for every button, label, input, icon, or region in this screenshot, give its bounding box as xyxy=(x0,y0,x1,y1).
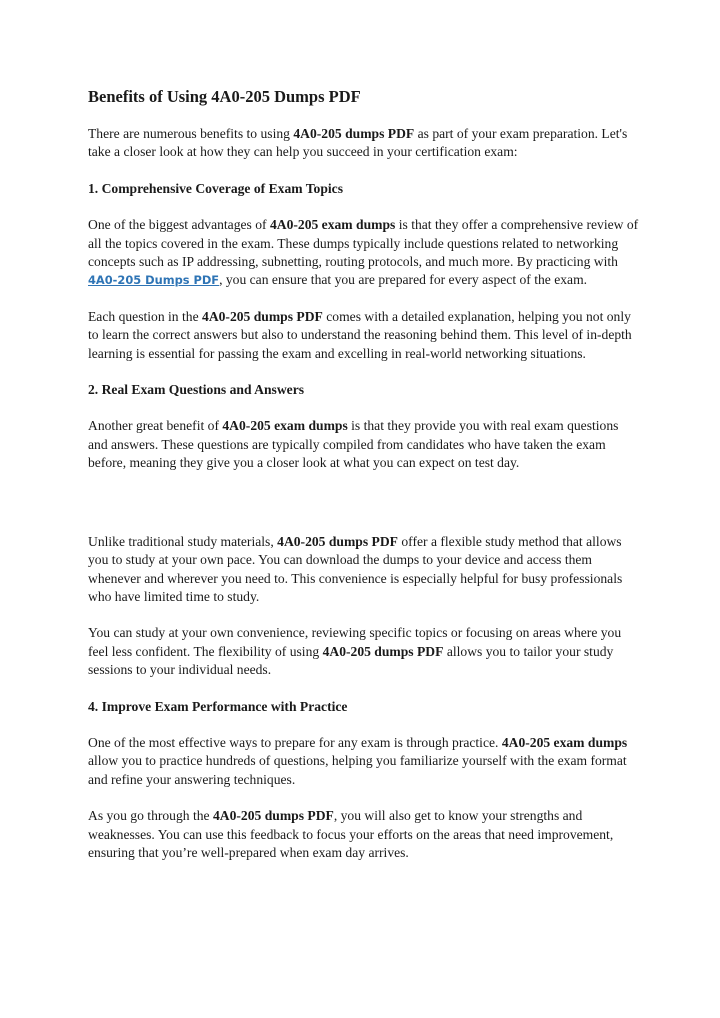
text-run: As you go through the xyxy=(88,808,213,824)
text-run: is that they provide you with real exam questions and answers. These questions are typically compiled from candidates who have taken the exam before, meaning they give you a closer look at what you can expect on test day. xyxy=(88,418,619,471)
bold-keyword: 4A0-205 dumps PDF xyxy=(202,308,323,324)
section3-paragraph-2 xyxy=(88,624,640,679)
bold-keyword: 4A0-205 exam dumps xyxy=(501,734,628,750)
dumps-pdf-link[interactable]: 4A0-205 Dumps PDF xyxy=(88,273,220,288)
bold-keyword: 4A0-205 dumps PDF xyxy=(212,808,334,824)
section-heading-2: 2. Real Exam Questions and Answers xyxy=(88,382,305,398)
text-run: There are numerous benefits to using xyxy=(88,126,294,141)
bold-keyword: 4A0-205 dumps PDF xyxy=(322,643,444,659)
blank-space xyxy=(88,491,640,533)
bold-keyword: 4A0-205 dumps PDF xyxy=(277,533,398,549)
text-run: offer a flexible study method that allows you to study at your own pace. You can download the dumps to your device and access them whenever and wherever you need to. This convenience is especially helpful for busy professionals who have limited time to study. xyxy=(88,533,623,604)
text-run: , you can ensure that you are prepared for every aspect of the exam. xyxy=(219,272,588,288)
document-body xyxy=(88,86,640,880)
bold-keyword: 4A0-205 exam dumps xyxy=(222,418,348,434)
section1-paragraph-1 xyxy=(88,216,640,290)
text-run: allow you to practice hundreds of questions, helping you familiarize yourself with the exam format and refine your answering techniques. xyxy=(88,753,627,787)
section-heading-1: 1. Comprehensive Coverage of Exam Topics xyxy=(88,180,344,196)
section4-paragraph-1 xyxy=(88,734,640,789)
section2-paragraph-1 xyxy=(88,417,640,472)
bold-keyword: 4A0-205 dumps PDF xyxy=(293,126,415,141)
page-title: Benefits of Using 4A0-205 Dumps PDF xyxy=(88,87,361,106)
text-run: One of the biggest advantages of xyxy=(88,217,270,233)
intro-paragraph xyxy=(88,125,640,162)
text-run: One of the most effective ways to prepare for any exam is through practice. xyxy=(88,734,502,750)
bold-keyword: 4A0-205 exam dumps xyxy=(269,217,396,233)
section-heading-4: 4. Improve Exam Performance with Practice xyxy=(88,698,348,714)
section4-paragraph-2 xyxy=(88,807,640,862)
text-run: Another great benefit of xyxy=(88,418,223,434)
text-run: as part of your exam preparation. Let's take a closer look at how they can help you succeed in your certification exam: xyxy=(88,126,628,160)
text-run: comes with a detailed explanation, helping you not only to learn the correct answers but also to understand the reasoning behind them. This level of in-depth learning is essential for passing the exam and excelling in real-world networking situations. xyxy=(88,308,632,361)
text-run: Each question in the xyxy=(88,308,203,324)
text-run: You can study at your own convenience, reviewing specific topics or focusing on areas where you feel less confident. The flexibility of using xyxy=(88,625,622,659)
text-run: , you will also get to know your strengths and weaknesses. You can use this feedback to focus your efforts on the areas that need improvement, ensuring that you’re well-prepared when exam day arrives. xyxy=(88,808,614,860)
text-run: Unlike traditional study materials, xyxy=(88,533,278,549)
section3-paragraph-1 xyxy=(88,533,640,607)
text-run: is that they offer a comprehensive review of all the topics covered in the exam. These dumps typically include questions related to networking concepts such as IP addressing, subnetting, routing protocols, and much more. By practicing with xyxy=(88,217,639,270)
text-run: allows you to tailor your study sessions to your individual needs. xyxy=(88,643,614,678)
section1-paragraph-2 xyxy=(88,308,640,363)
